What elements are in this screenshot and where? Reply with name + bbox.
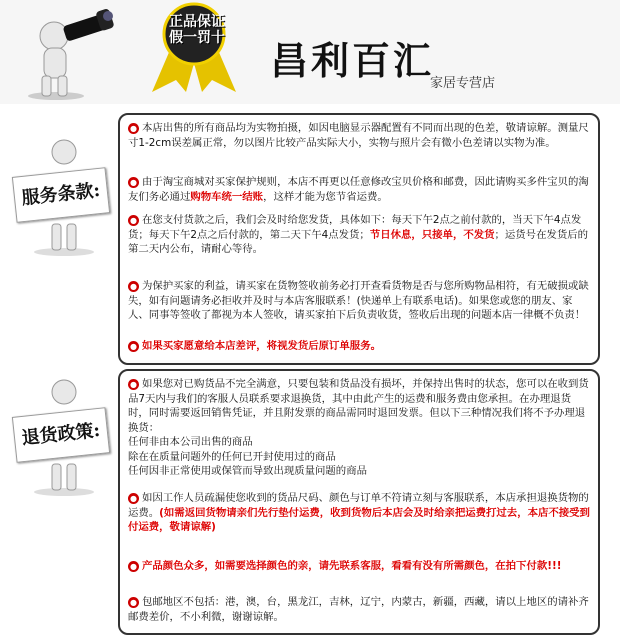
bullet-icon: ● <box>128 177 139 188</box>
bullet-icon: ● <box>128 493 139 504</box>
page-header <box>0 0 620 104</box>
bullet-icon: ● <box>128 379 139 390</box>
telescope-figure-icon <box>14 6 124 102</box>
return-policy-panel <box>118 369 600 635</box>
bullet-icon: ● <box>128 341 139 352</box>
service-item-1: ● 本店出售的所有商品均为实物拍摄，如因电脑显示器配置有不同而出现的色差，敬请谅解。测量尺寸1-2cm误差属正常，勿以图片比较产品实际大小，实物与照片会有微小色差请以实物为准。 <box>128 122 589 149</box>
service-terms-panel <box>118 113 600 365</box>
service-item-3: ● 在您支付货款之后，我们会及时给您发货，具体如下：每天下午2点之前付款的，当天下午4点发货；每天下午2点之后付款的，第二天下午4点发货；节日休息，只接单，不发货；运货号在发货后的第二天内公布，请耐心等待。 <box>128 214 589 255</box>
bullet-icon: ● <box>128 215 139 226</box>
bullet-icon: ● <box>128 561 139 572</box>
return-item-4: ● 包邮地区不包括：港，澳，台，黑龙江，吉林，辽宁，内蒙古，新疆，西藏，请以上地区的请补齐邮费差价，不小利微，谢谢谅解。 <box>128 596 589 623</box>
return-policy-sign: 退货政策: <box>12 407 110 463</box>
badge-text: 正品保证 假一罚十 <box>169 14 225 46</box>
service-item-5: ● 如果买家愿意给本店差评，将视发货后原订单服务。 <box>130 340 381 352</box>
service-item-4: ● 为保护买家的利益，请买家在货物签收前务必打开查看货物是否与您所购物品相符，有无破损或缺失，如有问题请务必拒收并及时与本店客服联系！(快递单上有联系电话)。如果您或您的朋友、家人、同事等签收了都视为本人签收，请买家拍下后负责收货，签收后出现的问题本店一律概不负责！ <box>128 280 589 321</box>
return-condition-3: 任何因非正常使用或保管而导致出现质量问题的商品 <box>128 465 367 477</box>
bullet-icon: ● <box>128 597 139 608</box>
return-condition-2: 除在在质量问题外的任何已开封使用过的商品 <box>128 450 336 463</box>
return-condition-1: 任何非由本公司出售的商品 <box>128 436 253 448</box>
return-item-2: ● 如因工作人员疏漏使您收到的货品尺码、颜色与订单不符请立刻与客服联系，本店承担退换货物的运费。(如需返回货物请亲们先行垫付运费，收到货物后本店会及时给亲把运费打过去，本店不接受到付运费，敬请谅解) <box>128 492 590 533</box>
service-item-2: ● 由于淘宝商城对买家保护规则，本店不再更以任意修改宝贝价格和邮费，因此请购买多件宝贝的淘友们务必通过购物车统一结账，这样才能为您节省运费。 <box>128 176 589 203</box>
store-subtitle: 家居专营店 <box>430 76 496 91</box>
service-terms-sign: 服务条款: <box>12 167 110 223</box>
return-item-1: ● 如果您对已购货品不完全满意，只要包装和货品没有损坏，并保持出售时的状态，您可以在收到货品7天内与我们的客服人员联系要求退换货，其中由此产生的运费和服务费由您承担。在办理退货时，同时需要返回销售凭证，并且附发票的商品需同时退回发票。但以下三种情况我们将不予办理退换货： 任何非由本公司出售的商品 除在在质量问题外的任何已开封使用过的商品 任何因非正常使用或保管而导致出现质量问题的商品 <box>128 378 589 477</box>
return-item-3: ● 产品颜色众多，如需要选择颜色的亲，请先联系客服，看看有没有所需颜色，在拍下付款!!! <box>130 560 562 572</box>
bullet-icon: ● <box>128 123 139 134</box>
store-name: 昌利百汇 <box>270 38 435 83</box>
bullet-icon: ● <box>128 281 139 292</box>
